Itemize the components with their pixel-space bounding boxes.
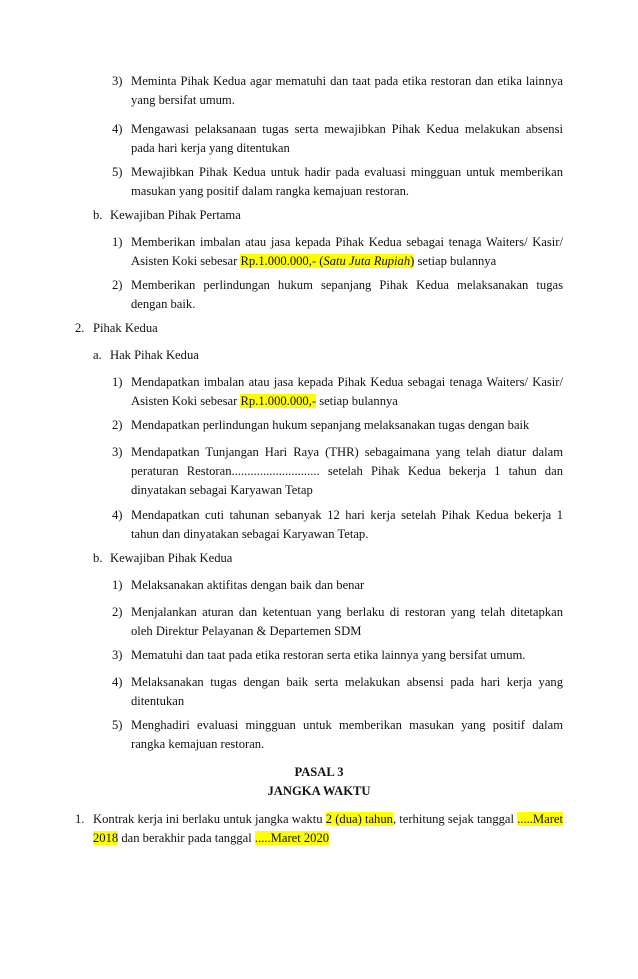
section-title: Pihak Kedua	[93, 321, 158, 335]
subsection-title: Kewajiban Pihak Kedua	[110, 551, 233, 565]
item-text-part: setiap bulannya	[414, 254, 497, 268]
item-number: 1)	[112, 375, 123, 389]
item-text: Mendapatkan cuti tahunan sebanyak 12 hari kerja setelah Pihak Kedua bekerja 1 tahun dan dinyatakan sebagai Karyawan Tetap.	[131, 508, 563, 541]
section-heading	[75, 319, 563, 338]
item-number: 2)	[112, 418, 123, 432]
list-item	[112, 506, 563, 544]
list-item	[112, 673, 563, 711]
list-item	[112, 120, 563, 158]
item-text-part: dan berakhir pada tanggal	[118, 831, 255, 845]
list-item	[75, 810, 563, 848]
item-text-part: Mendapatkan imbalan atau jasa kepada Pihak Kedua sebagai tenaga Waiters/ Kasir/ Asisten Koki sebesar	[131, 375, 563, 408]
item-number: 4)	[112, 675, 123, 689]
item-text: Meminta Pihak Kedua agar mematuhi dan taat pada etika restoran dan etika lainnya yang bersifat umum.	[131, 74, 563, 107]
item-text: Memberikan perlindungan hukum sepanjang Pihak Kedua melaksanakan tugas dengan baik.	[131, 278, 563, 311]
item-text: Mengawasi pelaksanaan tugas serta mewajibkan Pihak Kedua melakukan absensi pada hari kerja yang ditentukan	[131, 122, 563, 155]
item-number: 1)	[112, 578, 123, 592]
item-number: 1)	[112, 235, 123, 249]
pasal-title: PASAL 3	[294, 765, 344, 779]
item-text	[93, 810, 563, 848]
item-text	[131, 233, 563, 271]
item-text: Menjalankan aturan dan ketentuan yang berlaku di restoran yang telah ditetapkan oleh Direktur Pelayanan & Departemen SDM	[131, 605, 563, 638]
subsection-title: Kewajiban Pihak Pertama	[110, 208, 241, 222]
item-number: 3)	[112, 648, 123, 662]
item-number: 4)	[112, 122, 123, 136]
list-item	[112, 373, 563, 411]
item-number: 1.	[75, 812, 85, 826]
item-text: Mewajibkan Pihak Kedua untuk hadir pada evaluasi mingguan untuk memberikan masukan yang positif dalam rangka kemajuan restoran.	[131, 165, 563, 198]
list-item	[112, 443, 563, 500]
amount-text: Rp.1.000.000,- (	[240, 254, 324, 268]
item-number: 5)	[112, 718, 123, 732]
list-item	[112, 72, 563, 110]
highlighted-amount: Rp.1.000.000,-	[240, 394, 317, 408]
item-letter: a.	[93, 348, 102, 362]
list-item	[112, 233, 563, 271]
item-number: 3)	[112, 445, 123, 459]
item-number: 2)	[112, 278, 123, 292]
item-text-part: Kontrak kerja ini berlaku untuk jangka waktu	[93, 812, 326, 826]
item-text-part: Memberikan imbalan atau jasa kepada Pihak Kedua sebagai tenaga Waiters/ Kasir/ Asisten Koki sebesar	[131, 235, 563, 268]
item-text: Mematuhi dan taat pada etika restoran serta etika lainnya yang bersifat umum.	[131, 648, 526, 662]
list-item	[112, 603, 563, 641]
highlighted-start-date: .....Maret 2018	[93, 812, 563, 845]
subsection-heading	[93, 206, 563, 225]
list-item	[112, 646, 563, 665]
item-text: Melaksanakan tugas dengan baik serta melakukan absensi pada hari kerja yang ditentukan	[131, 675, 563, 708]
list-item	[112, 576, 563, 595]
subsection-heading	[93, 549, 563, 568]
list-item	[112, 416, 563, 435]
item-text: Mendapatkan Tunjangan Hari Raya (THR) sebagaimana yang telah diatur dalam peraturan Restoran............................ setelah Pihak Kedua bekerja 1 tahun dan dinyatakan sebagai Karyawan Tetap	[131, 445, 563, 497]
item-number: 2)	[112, 605, 123, 619]
item-letter: b.	[93, 208, 103, 222]
item-text-part: setiap bulannya	[316, 394, 398, 408]
item-text: Mendapatkan perlindungan hukum sepanjang melaksanakan tugas dengan baik	[131, 418, 530, 432]
list-item	[112, 276, 563, 314]
amount-close: )	[410, 254, 415, 268]
item-number: 5)	[112, 165, 123, 179]
item-text-part: , terhitung sejak tanggal	[392, 812, 518, 826]
section-number: 2.	[75, 321, 85, 335]
item-text: Menghadiri evaluasi mingguan untuk memberikan masukan yang positif dalam rangka kemajuan restoran.	[131, 718, 563, 751]
highlighted-duration: 2 (dua) tahun	[325, 812, 393, 826]
item-number: 4)	[112, 508, 123, 522]
item-text	[131, 373, 563, 411]
subsection-title: Hak Pihak Kedua	[110, 348, 199, 362]
pasal-subtitle: JANGKA WAKTU	[267, 784, 371, 798]
amount-words: Satu Juta Rupiah	[323, 254, 411, 268]
item-letter: b.	[93, 551, 103, 565]
item-text: Melaksanakan aktifitas dengan baik dan benar	[131, 578, 365, 592]
item-number: 3)	[112, 74, 123, 88]
list-item	[112, 163, 563, 201]
list-item	[112, 716, 563, 754]
subsection-heading	[93, 346, 563, 365]
highlighted-amount	[240, 254, 414, 268]
highlighted-end-date: .....Maret 2020	[254, 831, 330, 845]
